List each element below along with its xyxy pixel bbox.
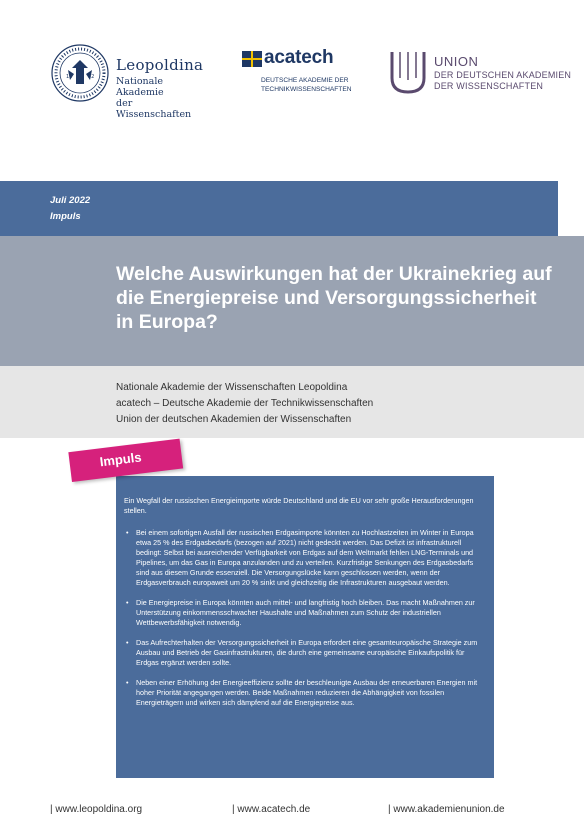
union-line1: DER DEUTSCHEN AKADEMIEN — [434, 70, 572, 80]
leopoldina-logo — [50, 40, 210, 120]
acatech-line1: DEUTSCHE AKADEMIE DER — [261, 77, 349, 84]
bullet-icon: • — [126, 598, 129, 607]
list-item — [124, 528, 486, 588]
bullet-icon: • — [126, 678, 129, 687]
logo-row — [0, 40, 584, 120]
impulse-box — [116, 476, 494, 778]
leopoldina-name: Leopoldina — [116, 56, 204, 74]
leopoldina-line1: Nationale Akademie — [116, 76, 164, 98]
acatech-logo — [240, 48, 370, 108]
footer-link-leopoldina[interactable]: | www.leopoldina.org — [50, 804, 143, 815]
bullet-text: Das Aufrechterhalten der Versorgungssicherheit in Europa erfordert eine gesamteuropäische Strategie zum Ausbau und Betrieb der Gasinfrastrukturen, die durch eine gemeinsame europäische Einkaufspolitik für Erdgas ergänzt werden sollte. — [136, 638, 478, 667]
seal-year-right: 52 — [88, 74, 95, 80]
footer — [0, 804, 584, 820]
bullet-icon: • — [126, 638, 129, 647]
impulse-intro: Ein Wegfall der russischen Energieimporte würde Deutschland und die EU vor sehr große Herausforderungen stellen. — [124, 496, 474, 515]
bullet-text: Neben einer Erhöhung der Energieeffizienz sollte der beschleunigte Ausbau der erneuerbaren Energien mit hoher Priorität angegangen werden. Beide Maßnahmen reduzieren die Abhängigkeit von fossilen Energieträgern und wirken sich dämpfend auf die Energiepreise aus. — [136, 678, 478, 707]
seal-year-left: 16 — [66, 74, 73, 80]
date-band — [0, 181, 558, 236]
publication-date: Juli 2022 — [50, 195, 91, 206]
acatech-flag-icon — [242, 51, 262, 67]
author-leopoldina: Nationale Akademie der Wissenschaften Leopoldina — [116, 382, 348, 393]
bullet-text: Bei einem sofortigen Ausfall der russischen Erdgasimporte könnten zu Hochlastzeiten im Winter in Europa etwa 25 % des Erdgasbedarfs (bezogen auf 2021) nicht gedeckt werden. Das Defizit ist infrastrukturell bedingt: Selbst bei ausreichender Verfügbarkeit von Erdgas auf dem Weltmarkt fehlen LNG-Terminals und Pipelines, um das Gas in Europa anzulanden und zu verteilen. Kurzfristige Senkungen des Erdgasbedarfs sind aus diesem Grunde essenziell. Die Versorgungslücke kann geschlossen werden, wenn der Erdgasverbrauch europaweit um 20 % sinkt und gleichzeitig die Infrastrukturen ausgebaut werden. — [136, 528, 474, 587]
footer-link-union[interactable]: | www.akademienunion.de — [388, 804, 505, 815]
publication-kind: Impuls — [50, 211, 81, 222]
impulse-tag-label: Impuls — [98, 449, 143, 470]
authors-band — [0, 366, 584, 438]
list-item — [124, 638, 486, 668]
list-item — [124, 678, 486, 708]
bullet-icon: • — [126, 528, 129, 537]
list-item — [124, 598, 486, 628]
impulse-bullet-list — [124, 528, 486, 718]
union-line2: DER WISSENSCHAFTEN — [434, 81, 544, 91]
union-name: UNION — [434, 54, 479, 69]
leopoldina-line2: der Wissenschaften — [116, 98, 192, 120]
acatech-subtitle — [261, 77, 381, 94]
author-union: Union der deutschen Akademien der Wissenschaften — [116, 414, 352, 425]
footer-link-acatech[interactable]: | www.acatech.de — [232, 804, 311, 815]
author-acatech: acatech – Deutsche Akademie der Technikwissenschaften — [116, 398, 374, 409]
bullet-text: Die Energiepreise in Europa könnten auch mittel- und langfristig hoch bleiben. Das macht Maßnahmen zur Unterstützung einkommensschwacher Haushalte und Maßnahmen zum Schutz der industriellen Wettbewerbsfähigkeit notwendig. — [136, 598, 475, 627]
union-logo — [388, 48, 578, 108]
document-title: Welche Auswirkungen hat der Ukrainekrieg auf die Energiepreise und Versorgungssicherheit in Europa? — [116, 263, 552, 333]
union-mark-icon — [388, 48, 430, 96]
leopoldina-seal-icon — [50, 40, 110, 106]
union-subtitle — [434, 70, 571, 92]
title-band — [0, 236, 584, 366]
acatech-name: acatech — [264, 47, 334, 68]
acatech-line2: TECHNIKWISSENSCHAFTEN — [261, 85, 352, 93]
